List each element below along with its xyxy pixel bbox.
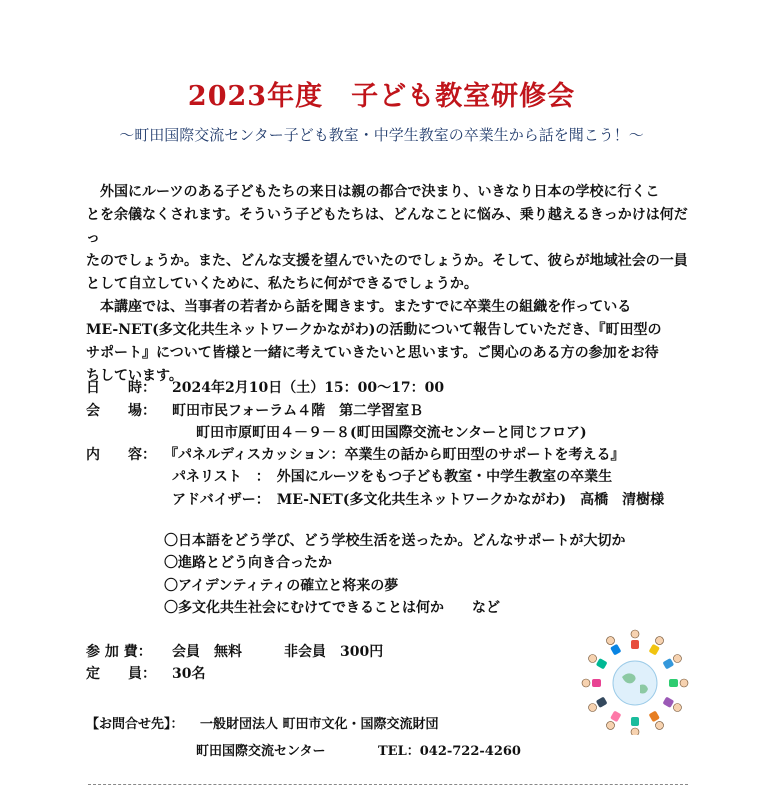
child-figure [582,679,601,687]
child-figure [607,710,622,729]
child-figure [649,637,664,656]
child-figure [649,710,664,729]
child-figure [631,717,639,735]
topic-text: 〇多文化共生社会にむけてできることは何か など [164,600,500,616]
venue-label: 会 場： [86,403,156,419]
child-figure [662,697,681,712]
child-figure [631,630,639,649]
contact-label: 【お問合せ先】： [86,717,184,732]
intro-line: 本講座では、当事者の若者から話を聞きます。またすでに卒業生の組織を作っている [100,299,632,315]
panelist: パネリスト ： 外国にルーツをもつ子ども教室・中学生教室の卒業生 [172,469,613,485]
child-figure [662,655,681,670]
venue-address: 町田市原町田４－９－８(町田国際交流センターと同じフロア) [196,425,587,441]
venue-value: 町田市民フォーラム４階 第二学習室Ｂ [172,403,424,419]
contact-center: 町田国際交流センター [196,744,326,759]
cut-line-divider [88,784,688,785]
intro-line: ME-NET(多文化共生ネットワークかながわ)の活動について報告していただき、『町田型の [86,322,662,338]
child-figure [669,679,688,687]
intro-line: サポート』について皆様と一緒に考えていきたいと思います。ご関心のある方の参加をお待 [86,345,659,361]
child-figure [589,697,608,712]
content-label: 内 容： [86,447,156,463]
topic-text: 〇進路とどう向き合ったか [164,555,332,571]
advisor: アドバイザー： ME-NET(多文化共生ネットワークかながわ) 高橋 清樹様 [172,492,665,508]
capacity-value: 30名 [172,666,206,682]
intro-line: たのでしょうか。また、どんな支援を望んでいたのでしょうか。そして、彼らが地域社会の一員 [86,253,688,269]
topic-text: 〇アイデンティティの確立と将来の夢 [164,578,399,594]
date-value: 2024年2月10日（土）15：00～17：00 [172,380,445,396]
child-figure [607,637,622,656]
intro-line: とを余儀なくされます。そういう子どもたちは、どんなことに悩み、乗り越えるきっかけは何だっ [86,207,688,246]
globe-icon [613,661,657,705]
content-value: 『パネルディスカッション：卒業生の話から町田型のサポートを考える』 [164,447,625,463]
intro-text [86,181,696,388]
intro-line: 外国にルーツのある子どもたちの来日は親の都合で決まり、いきなり日本の学校に行くこ [100,184,660,200]
fee-value: 会員 無料 非会員 300円 [172,644,384,660]
topic-text: 〇日本語をどう学び、どう学校生活を送ったか。どんなサポートが大切か [164,533,626,549]
contact-org: 一般財団法人 町田市文化・国際交流財団 [200,717,439,732]
capacity-label: 定 員： [86,666,156,682]
children-globe-illustration [580,625,690,735]
intro-line: ちしています。 [86,368,183,384]
fee-label: 参 加 費： [86,644,152,660]
date-label: 日 時： [86,380,156,396]
contact-tel: TEL：042-722-4260 [378,744,521,759]
page-title: 2023年度 子ども教室研修会 [187,81,576,112]
child-figure [589,655,608,670]
page-subtitle: ～町田国際交流センター子ども教室・中学生教室の卒業生から話を聞こう！～ [119,126,644,144]
intro-line: として自立していくために、私たちに何ができるでしょうか。 [86,276,478,292]
